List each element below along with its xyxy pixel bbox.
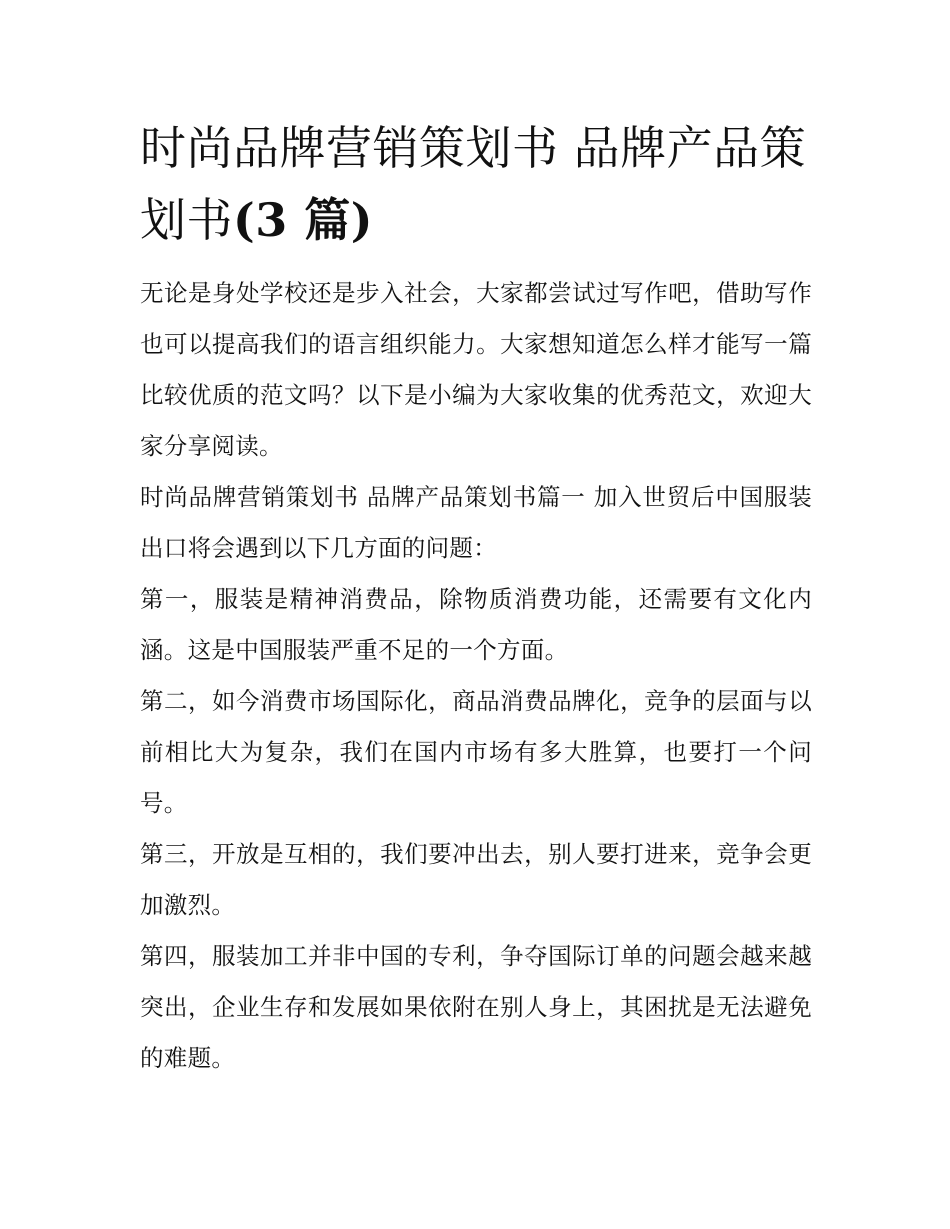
point-one-paragraph: 第一，服装是精神消费品，除物质消费功能，还需要有文化内涵。这是中国服装严重不足的一个方面。: [140, 585, 812, 664]
document-title: [140, 112, 812, 256]
point-four-paragraph: 第四，服装加工并非中国的专利，争夺国际订单的问题会越来越突出，企业生存和发展如果依附在别人身上，其困扰是无法避免的难题。: [140, 942, 812, 1072]
point-three-paragraph: 第三，开放是互相的，我们要冲出去，别人要打进来，竞争会更加激烈。: [140, 840, 812, 919]
document-page: [140, 112, 812, 1084]
section-heading-paragraph: 时尚品牌营销策划书 品牌产品策划书篇一 加入世贸后中国服装出口将会遇到以下几方面的问题：: [140, 483, 812, 562]
intro-paragraph: 无论是身处学校还是步入社会，大家都尝试过写作吧，借助写作也可以提高我们的语言组织能力。大家想知道怎么样才能写一篇比较优质的范文吗？以下是小编为大家收集的优秀范文，欢迎大家分享阅读。: [140, 279, 812, 460]
point-two-paragraph: 第二，如今消费市场国际化，商品消费品牌化，竞争的层面与以前相比大为复杂，我们在国内市场有多大胜算，也要打一个问号。: [140, 687, 812, 817]
title-count: (3 篇): [233, 193, 374, 247]
title-text: 时尚品牌营销策划书 品牌产品策划书: [140, 121, 807, 247]
